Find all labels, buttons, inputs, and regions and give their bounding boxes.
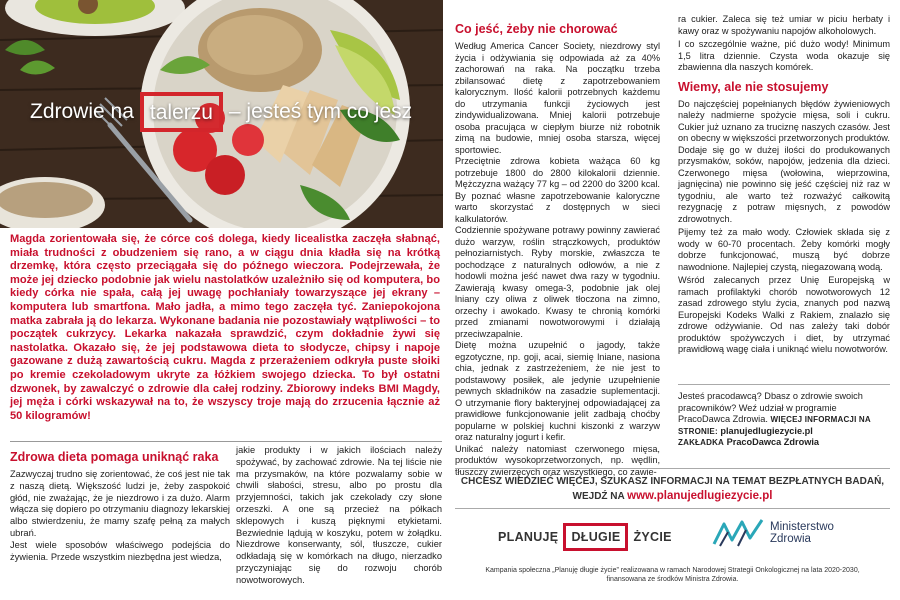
section-paragraph: Według America Cancer Society, niezdrowy styl życia i odżywiania się odpowiada aż za 40% zachorowań na raka. Na początku trzeba zbilansować dietę z zapotrzebowaniem kalorycznym. Ilość kalorii potrzebnych każdemu do utrzymania funkcji życiowych jest zindywidualizowana. Mniej kalorii potrzebuje osoba pracująca w ciepłym biurze niż robotnik zimą na budowie, mniej osoba starsza, więcej sportowiec. bbox=[455, 41, 660, 155]
hero-title-before: Zdrowie na bbox=[30, 100, 134, 123]
section-paragraph: I co szczególnie ważne, pić dużo wody! Minimum 1,5 litra dziennie. Czysta woda okazuje się zbawienna dla naszych komórek. bbox=[678, 39, 890, 72]
footer-note bbox=[470, 566, 875, 584]
logo-word: PLANUJĘ bbox=[498, 530, 559, 544]
ministry-logo bbox=[712, 518, 834, 548]
section-paragraph: Wśród zalecanych przez Unię Europejską w ramach profilaktyki chorób nowotworowych 12 zasad zdrowego stylu życia, znanych pod nazwą Europejski Kodeks Walki z Rakiem, znalazło się zdrowe odżywianie. Od nas zależy taki dobór produktów spożywczych i diet, by utrzymać prawidłową wagę ciała i uniknąć wielu nowotworów. bbox=[678, 275, 890, 354]
divider bbox=[10, 441, 442, 442]
section-paragraph: Pijemy też za mało wody. Człowiek składa się z wody w 60-70 procentach. Żeby komórki mogły dobrze funkcjonować, muszą być dobrze nawodnione. Najlepiej czystą, niegazowaną wodą. bbox=[678, 227, 890, 272]
section-paragraph: Jest wiele sposobów właściwego podejścia do żywienia. Przede wszystkim niezbędna jest wiedza, bbox=[10, 539, 230, 562]
section-we-know bbox=[678, 14, 890, 358]
intro-paragraph: Magda zorientowała się, że córce coś dolega, kiedy licealistka zaczęła słabnąć, miała trudności z obudzeniem się rano, a w ciągu dnia kładła się na krótką drzemkę, która często przeciągała się do późnego wieczora. Podejrzewała, że może jej dziecko podobnie jak wielu nastolatków uzależniło się od komputera, bo kiedy córka nie spała, całą jej uwagę pochłaniały towarzyszące jej ekrany – komputera lub smartfona. Mało jadła, a mimo tego zaczęła tyć. Zaniepokojona matka zabrała ją do lekarza. Wykonane badania nie pozostawiały wątpliwości – to początek cukrzycy. Lekarka nakazała sprawdzić, czym dokładnie żywi się nastolatka. Okazało się, że jej podstawowa dieta to słodycze, chipsy i napoje gazowane z dużą zawartością cukru. Magda z przerażeniem odkryła puste słoiki po kremie czekoladowym ukryte za łóżkiem swojego dziecka. To był ostatni dzwonek, by zawalczyć o zdrowie dla całej rodziny. Zbiorowy indeks BMI Magdy, jej męża i córki wskazywał na to, że wszyscy troje mają do zrzucenia łącznie aż 50 kilogramów! bbox=[10, 233, 440, 422]
section-healthy-diet bbox=[10, 450, 230, 563]
hero-title-after: – jesteś tym co jesz bbox=[228, 100, 413, 123]
employer-promo-box bbox=[678, 384, 890, 449]
footer-line2: finansowana ze środków Ministra Zdrowia. bbox=[606, 576, 739, 583]
promo-text: Jesteś pracodawcą? Dbasz o zdrowie swoich pracowników? Weź udział w programie PracoDawca Zdrowia. bbox=[678, 391, 863, 424]
logo-word: ŻYCIE bbox=[633, 530, 672, 544]
ministry-emblem-icon bbox=[712, 518, 764, 548]
section-heading: Co jeść, żeby nie chorować bbox=[455, 22, 618, 36]
section-paragraph: Zazwyczaj trudno się zorientować, że coś jest nie tak z naszą dietą. Większość ludzi je, żeby zaspokoić głód, nie zważając, że je niezdrowo i za dużo. Alarm włącza się dopiero po otrzymaniu diagnozy lekarskiej albo stwierdzeniu, że mamy szafę pełną za małych ubrań. bbox=[10, 469, 230, 538]
promo-tab-label: ZAKŁADKA bbox=[678, 438, 725, 447]
promo-tab-name: PracoDawca Zdrowia bbox=[726, 437, 820, 447]
hero-title-boxed: talerzu bbox=[140, 92, 223, 132]
divider bbox=[455, 508, 890, 509]
section-paragraph-continued: jakie produkty i w jakich ilościach należy spożywać, by zachować zdrowie. Na tej liście nie ma przysmaków, na które pozwalamy sobie w chwili słabości, stresu, albo po prostu dla przyjemności, takich jak czekolady czy słone orzeszki. A one są przecież na półkach sklepowych i kuszą pięknymi etykietami. Bezwiednie lądują w koszyku, potem w żołądku. Niezdrowe konserwanty, sól, tłuszcze, cukier odkładają się w komórkach na długo, nierzadko przyczyniając się do rozwoju chorób nowotworowych. bbox=[236, 445, 442, 585]
divider bbox=[678, 384, 890, 385]
section-paragraph: ra cukier. Zaleca się też umiar w piciu herbaty i kawy oraz w spożywaniu napojów alkoholowych. bbox=[678, 14, 890, 36]
section-paragraph: Dietę można uzupełnić o jagody, także egzotyczne, np. goji, acai, siemię lniane, nasiona chia, jednak z zastrzeżeniem, że nie jest to podstawowy posiłek, ale jedynie uzupełnienie pewnych składników na zasadzie suplementacji. O utrzymanie flory bakteryjnej odpowiadającej za prawidłowe funkcjonowanie jelit zadbają choćby popularne w polskiej kuchni kiszonki z warzyw oraz naturalny jogurt i kefir. bbox=[455, 340, 660, 442]
footer-line1: Kampania społeczna „Planuję długie życie” realizowana w ramach Narodowej Strategii Onkologicznej na lata 2020-2030, bbox=[485, 567, 860, 574]
section-paragraph: Przeciętnie zdrowa kobieta ważąca 60 kg potrzebuje 1800 do 2800 kilokalorii dziennie. Mężczyzna ważący 77 kg – od 2200 do 3200 kcal. By poznać własne zapotrzebowanie kaloryczne warto skorzystać z dostępnych w sieci kalkulatorów. bbox=[455, 156, 660, 224]
ministry-name-line2: Zdrowia bbox=[770, 533, 811, 545]
section-heading: Wiemy, ale nie stosujemy bbox=[678, 79, 829, 94]
cta-prefix: WEJDŹ NA bbox=[572, 491, 625, 502]
divider bbox=[455, 468, 890, 469]
cta-url-link[interactable]: www.planujedlugiezycie.pl bbox=[627, 490, 773, 502]
hero-headline bbox=[30, 92, 412, 132]
section-heading: Zdrowa dieta pomaga uniknąć raka bbox=[10, 450, 219, 464]
cta-banner bbox=[455, 474, 890, 504]
section-paragraph: Unikać należy natomiast czerwonego mięsa, produktów wysokoprzetworzonych, np. wędlin, tłuszczy zwierzęcych oraz wszystkiego, co zawie- bbox=[455, 443, 660, 477]
ministry-name-line1: Ministerstwo bbox=[770, 521, 834, 533]
promo-more-label: WIĘCEJ INFORMACJI NA STRONIE: bbox=[678, 415, 871, 436]
campaign-logo bbox=[498, 522, 672, 552]
section-paragraph: Do najczęściej popełnianych błędów żywieniowych należy nadmierne spożycie mięsa, soli i cukru. Cukier już uznano za truciznę naszych czasów. Jest on obecny w większości przetworzonych produktów. Dodaje się go w dużej ilości do produkowanych przysmaków, soków, napojów, jedzenia dla dzieci. Czerwonego mięsa (wołowina, wieprzowina, jagnięcina) nie powinno się jeść częściej niż raz w tygodniu, ale warto też rozważyć całkowitą rezygnację z potraw mięsnych, z powodów zdrowotnych. bbox=[678, 98, 890, 224]
section-paragraph: Codziennie spożywane potrawy powinny zawierać dużo warzyw, roślin strączkowych, produktów pełnoziarnistych. Ryby morskie, zwłaszcza te pochodzące z naturalnych odłowów, a nie z hodowli można jeść nawet dwa razy w tygodniu. Zawierają kwasy omega-3, podobnie jak olej lniany czy oliwa z oliwek tłoczona na zimno, orzechy i awokado. Kwasy te chronią komórki przed zmianami nowotworowymi i działają przeciwzapalnie. bbox=[455, 225, 660, 339]
cta-line1: CHCESZ WIEDZIEĆ WIĘCEJ, SZUKASZ INFORMACJI NA TEMAT BEZPŁATNYCH BADAŃ, bbox=[460, 476, 885, 487]
hero-food-photo bbox=[0, 0, 443, 228]
logo-word-boxed: DŁUGIE bbox=[563, 523, 628, 551]
section-what-to-eat bbox=[455, 22, 660, 478]
promo-url-link[interactable]: planujedlugiezycie.pl bbox=[720, 425, 813, 436]
